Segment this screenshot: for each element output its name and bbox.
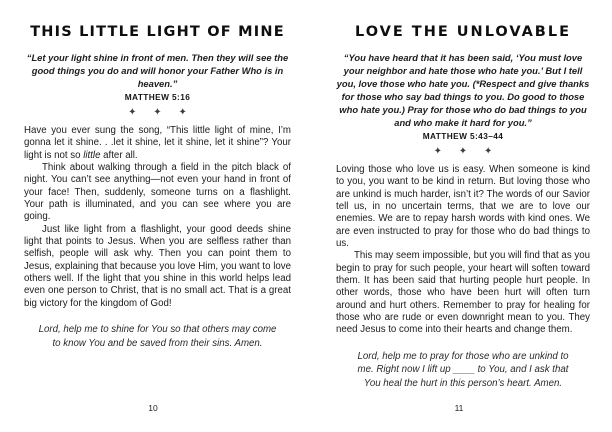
paragraph-text: Have you ever sung the song, “This little light of mine, I’m gonna let it shine. . .let it shine, let it shine, let it shine”? Your light is not so bbox=[24, 125, 291, 161]
prayer-line: Lord, help me to pray for those who are unkind to bbox=[357, 350, 569, 362]
left-page-number: 10 bbox=[148, 403, 158, 413]
paragraph: Just like light from a flashlight, your good deeds shine light that points to Jesus. When you are selfless rather than selfish, people will ask why. Then you can point them to Jesus, explaining that because you love Him, you want to love others well. If the light that you shine in this world helps lead even one person to Christ, that is no small act. That is a great big victory for the kingdom of God! bbox=[24, 223, 291, 309]
left-body-text bbox=[24, 125, 291, 310]
prayer-line: Lord, help me to shine for You so that others may come bbox=[38, 324, 277, 336]
left-prayer bbox=[24, 323, 291, 350]
prayer-line: You heal the hurt in this person’s heart. Amen. bbox=[363, 377, 563, 389]
prayer-line: me. Right now I lift up ____ to You, and I ask that bbox=[357, 364, 569, 376]
right-page-number: 11 bbox=[454, 403, 464, 413]
right-page bbox=[306, 0, 612, 432]
right-scripture-quote: “You have heard that it has been said, ‘You must love your neighbor and hate those who hate you.’ But I tell you, love those who hate you. (*Respect and give thanks for those who say bad things to you. Do good to those who hate you.) Pray for those who do bad things to you and who make it hard for you.” bbox=[336, 52, 590, 128]
sparkle-ornament-icon: ✦ ✦ ✦ bbox=[433, 146, 500, 157]
right-body-text bbox=[336, 164, 590, 337]
emphasized-word: little bbox=[83, 149, 101, 161]
right-scripture-reference: MATTHEW 5:43–44 bbox=[422, 131, 504, 141]
paragraph-text: after all. bbox=[100, 149, 138, 161]
paragraph: Think about walking through a field in the pitch black of night. You can’t see anything—not even your hand in front of your face! Then, suddenly, someone turns on a flashlight. Your path is illuminated, and you can see where you are going. bbox=[24, 162, 291, 223]
right-prayer bbox=[336, 350, 590, 391]
paragraph bbox=[24, 125, 291, 162]
right-page-title: LOVE THE UNLOVABLE bbox=[354, 24, 572, 40]
paragraph: Loving those who love us is easy. When someone is kind to you, you want to be kind in return. But loving those who are unkind is much harder, isn’t it? The words of our Savior tell us, in no uncertain terms, that we are to love our enemies. We are to repay harsh words with kind ones. We are even instructed to pray for those who do bad things to us. bbox=[336, 164, 590, 250]
left-scripture-quote: “Let your light shine in front of men. Then they will see the good things you do and will honor your Father Who is in heaven.” bbox=[26, 52, 289, 89]
left-scripture-reference: MATTHEW 5:16 bbox=[124, 92, 191, 102]
left-page-title: THIS LITTLE LIGHT OF MINE bbox=[30, 24, 285, 40]
prayer-line: to know You and be saved from their sins. Amen. bbox=[52, 337, 263, 349]
paragraph: This may seem impossible, but you will find that as you begin to pray for such people, your heart will soften toward them. It has been said that hurting people hurt people. In other words, those who have been hurt will often turn around and hurt others. Remember to pray for healing for those who are rude or even downright mean to you. They need Jesus to come into their hearts and change them. bbox=[336, 250, 590, 336]
sparkle-ornament-icon: ✦ ✦ ✦ bbox=[128, 107, 194, 118]
